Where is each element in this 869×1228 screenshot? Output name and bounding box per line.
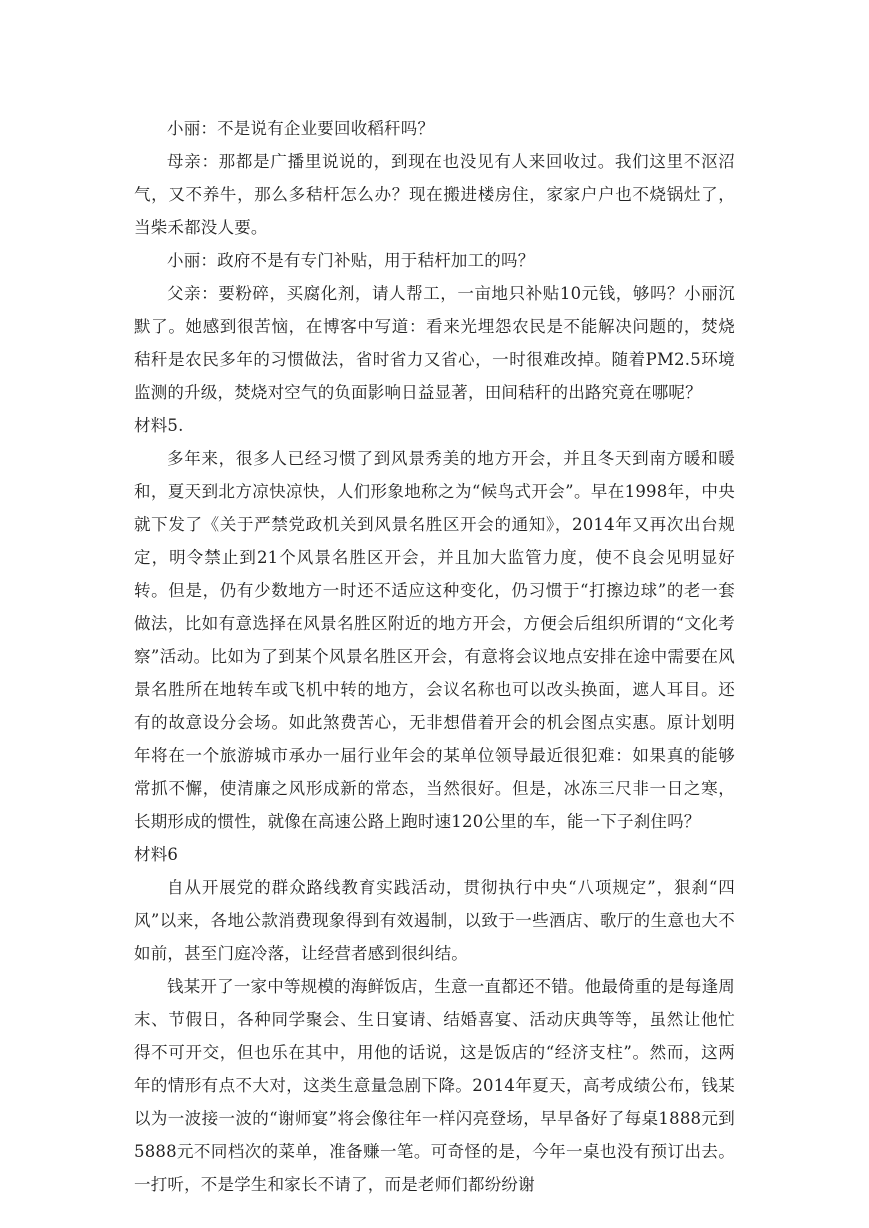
dialogue-mother: 母亲：那都是广播里说说的，到现在也没见有人来回收过。我们这里不沤沼气，又不养牛，那么多秸杆怎么办？现在搬进楼房住，家家户户也不烧锅灶了，当柴禾都没人要。 — [134, 152, 735, 237]
dialogue-xiaoli-1: 小丽：不是说有企业要回收稻秆吗？ — [167, 119, 435, 138]
material-6-body-1: 自从开展党的群众路线教育实践活动，贯彻执行中央“八项规定”，狠刹“四风”以来，各地公款消费现象得到有效遏制，以致于一些酒店、歌厅的生意也大不如前，甚至门庭冷落，让经营者感到很纠结。 — [134, 878, 735, 963]
material-6-body-2: 钱某开了一家中等规模的海鲜饭店，生意一直都还不错。他最倚重的是每逢周末、节假日，各种同学聚会、生日宴请、结婚喜宴、活动庆典等等，虽然让他忙得不可开交，但也乐在其中，用他的话说，这是饭店的“经济支柱”。然而，这两年的情形有点不大对，这类生意量急剧下降。2014年夏天，高考成绩公布，钱某以为一波接一波的“谢师宴”将会像往年一样闪亮登场，早早备好了每桌1888元到5888元不同档次的菜单，准备赚一笔。可奇怪的是，今年一桌也没有预订出去。一打听，不是学生和家长不请了，而是老师们都纷纷谢 — [134, 977, 735, 1194]
material-6-heading: 材料6 — [134, 845, 179, 864]
dialogue-father: 父亲：要粉碎，买腐化剂，请人帮工，一亩地只补贴10元钱，够吗？小丽沉默了。她感到很苦恼，在博客中写道：看来光埋怨农民是不能解决问题的，焚烧秸秆是农民多年的习惯做法，省时省力又省心，一时很难改掉。随着PM2.5环境监测的升级，焚烧对空气的负面影响日益显著，田间秸秆的出路究竟在哪呢？ — [134, 284, 735, 402]
material-5-heading: 材料5. — [134, 416, 184, 435]
dialogue-xiaoli-2: 小丽：政府不是有专门补贴，用于秸杆加工的吗？ — [167, 251, 535, 270]
material-5-body: 多年来，很多人已经习惯了到风景秀美的地方开会，并且冬天到南方暖和暖和，夏天到北方凉快凉快，人们形象地称之为“候鸟式开会”。早在1998年，中央就下发了《关于严禁党政机关到风景名胜区开会的通知》，2014年又再次出台规定，明令禁止到21个风景名胜区开会，并且加大监管力度，使不良会见明显好转。但是，仍有少数地方一时还不适应这种变化，仍习惯于“打擦边球”的老一套做法，比如有意选择在风景名胜区附近的地方开会，方便会后组织所谓的“文化考察”活动。比如为了到某个风景名胜区开会，有意将会议地点安排在途中需要在风景名胜所在地转车或飞机中转的地方，会议名称也可以改头换面，遮人耳目。还有的故意设分会场。如此煞费苦心，无非想借着开会的机会图点实惠。原计划明年将在一个旅游城市承办一届行业年会的某单位领导最近很犯难：如果真的能够常抓不懈，使清廉之风形成新的常态，当然很好。但是，冰冻三尺非一日之寒，长期形成的惯性，就像在高速公路上跑时速120公里的车，能一下子刹住吗？ — [134, 449, 735, 831]
